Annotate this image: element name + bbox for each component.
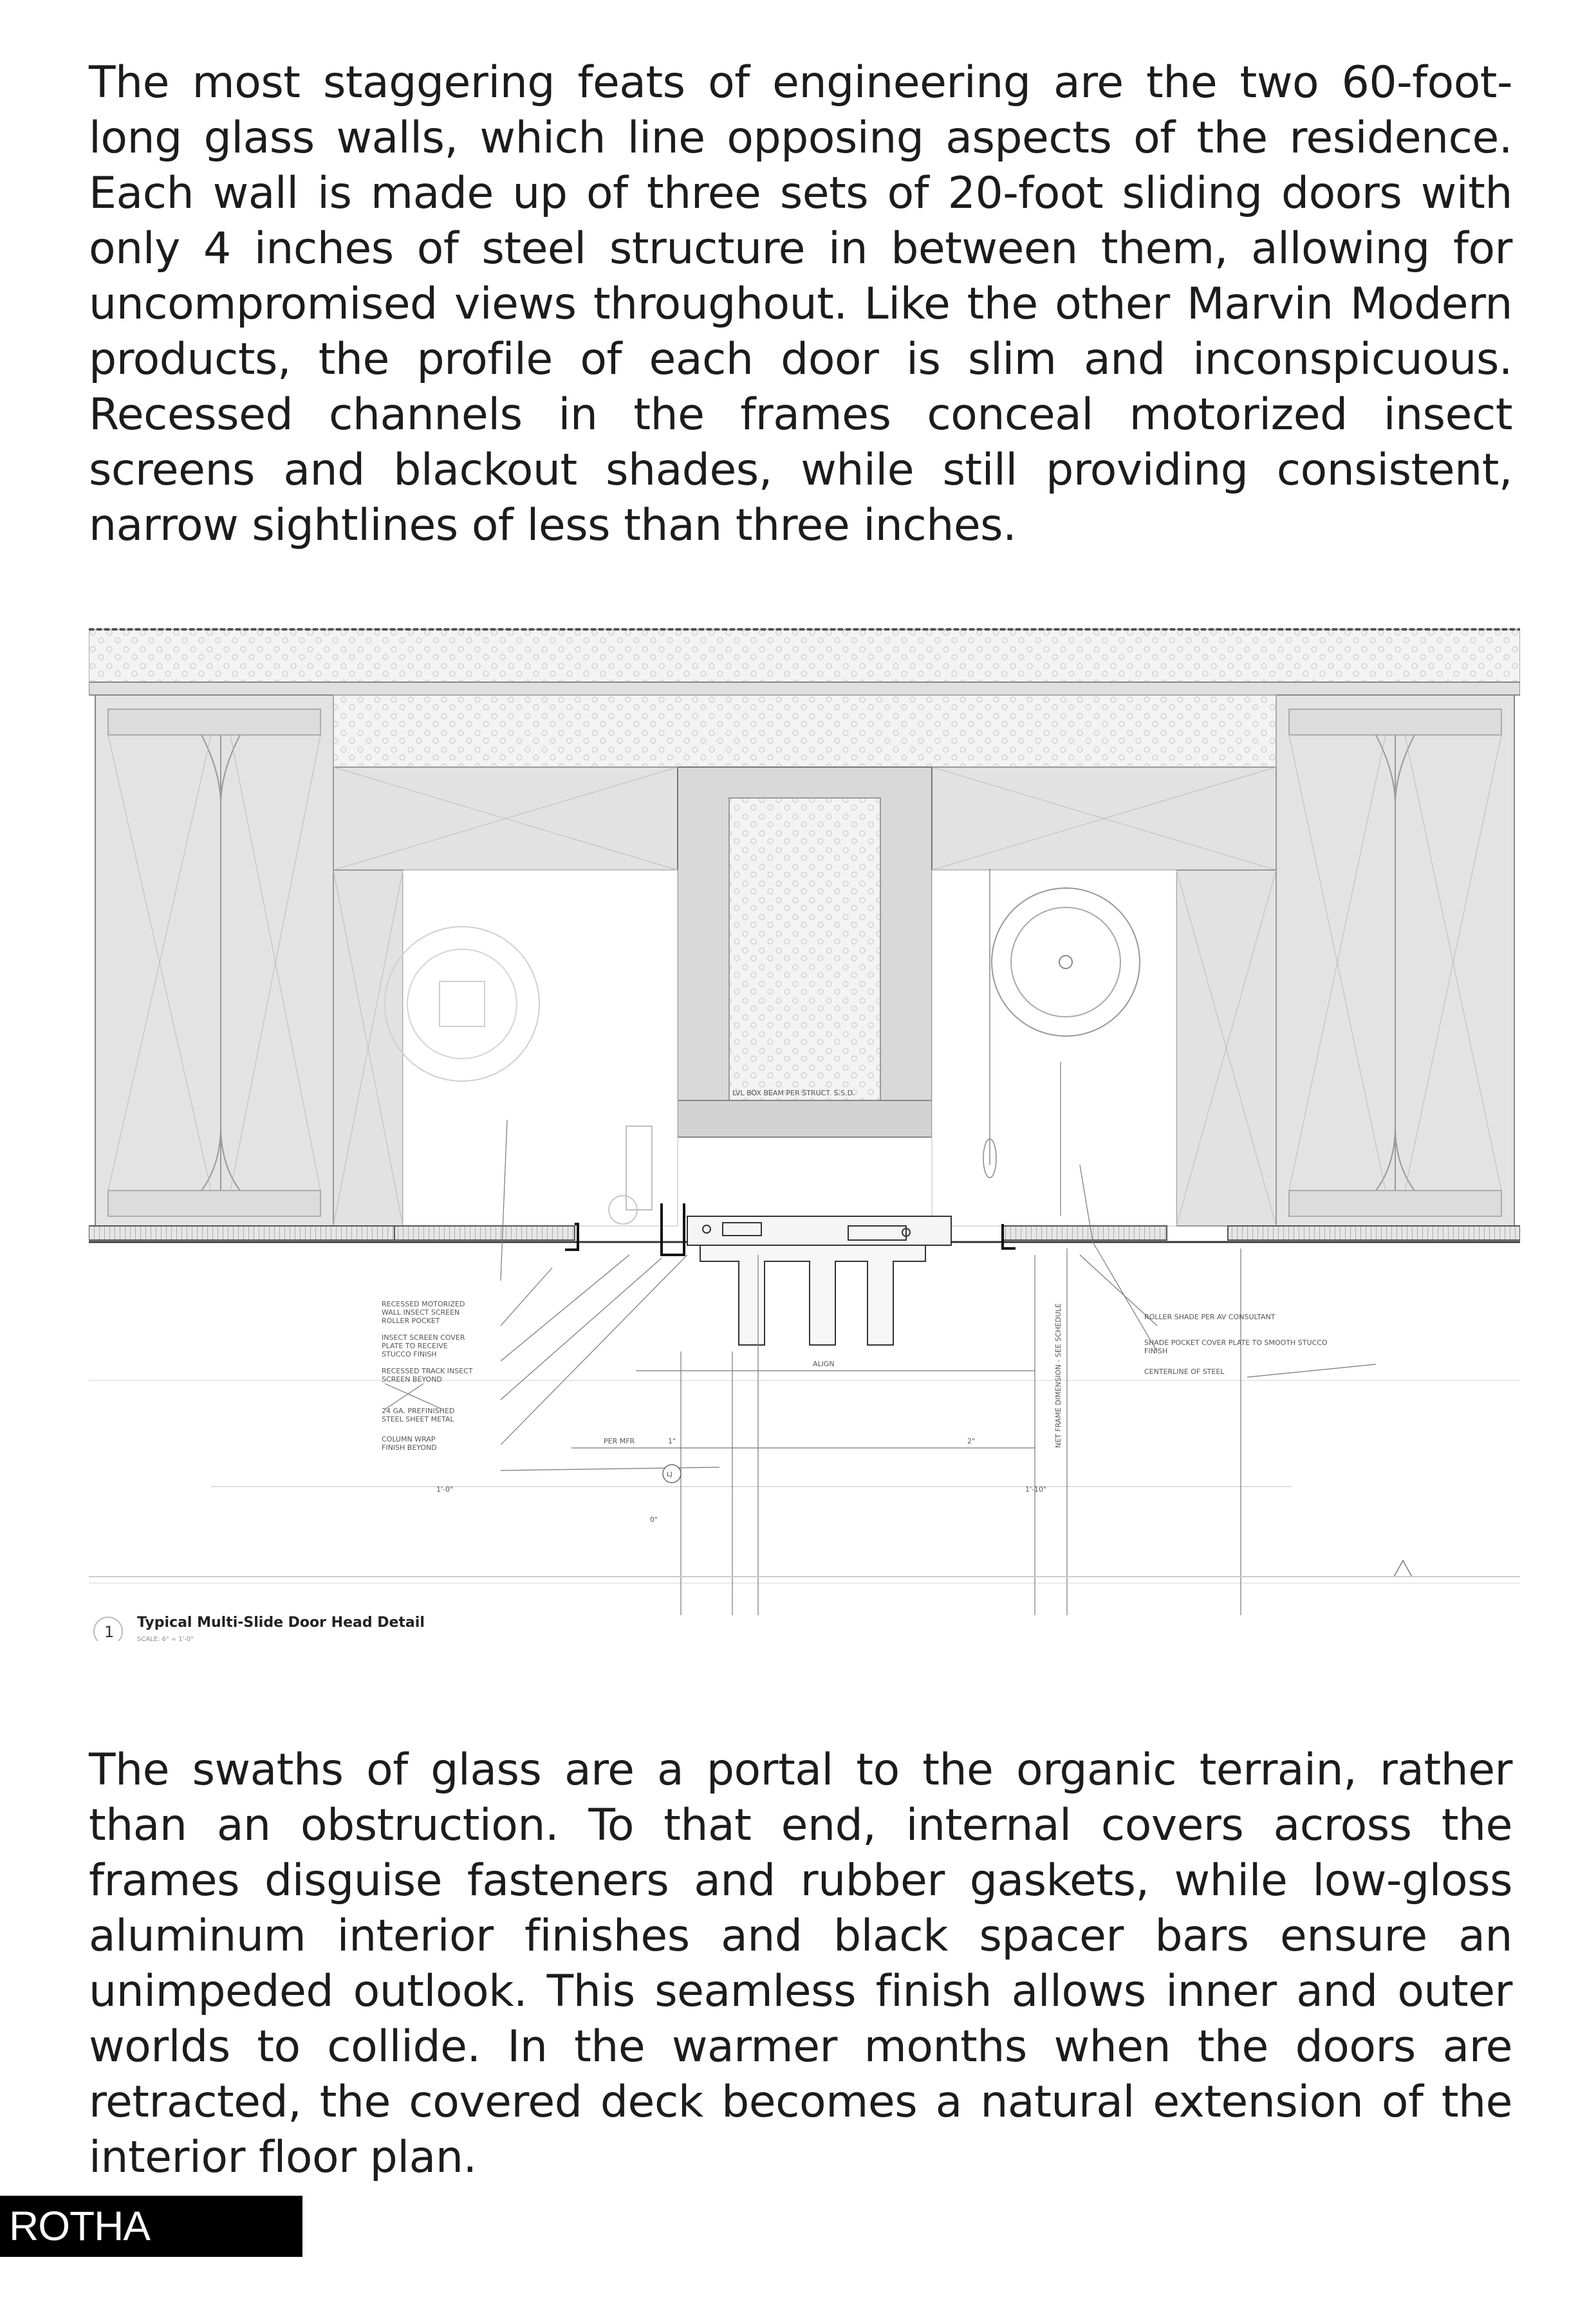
left-steel-column (95, 695, 333, 1226)
svg-text:RECESSED MOTORIZED: RECESSED MOTORIZED (382, 1300, 465, 1308)
svg-text:SHADE POCKET COVER PLATE TO SM: SHADE POCKET COVER PLATE TO SMOOTH STUCCO (1144, 1339, 1328, 1347)
svg-text:SCREEN BEYOND: SCREEN BEYOND (382, 1375, 442, 1384)
author-label: ROTHA OUDOM (0, 2196, 302, 2257)
drawing-title: Typical Multi-Slide Door Head Detail (137, 1615, 425, 1631)
dim-one-inch: 1" (668, 1437, 676, 1445)
svg-text:STUCCO FINISH: STUCCO FINISH (382, 1350, 437, 1358)
svg-text:CENTERLINE OF STEEL: CENTERLINE OF STEEL (1144, 1368, 1225, 1376)
paragraph-1: The most staggering feats of engineering are the two 60-foot-long glass walls, which line opposing aspects of the residence. Each wall is made up of three sets of 20-foot sliding doors with only 4 inches of steel structure in between them, allowing for uncompromised views throughout. Like the other Marvin Modern products, the profile of each door is slim and inconspicuous. Recessed channels in the frames conceal motorized insect screens and blackout shades, while still providing consistent, narrow sightlines of less than three inches. (89, 57, 1512, 551)
dim-left: 1'-0" (436, 1485, 454, 1494)
left-soffit-finish (89, 1226, 394, 1240)
dim-two-inch: 2" (967, 1437, 976, 1445)
svg-text:COLUMN WRAP: COLUMN WRAP (382, 1435, 436, 1443)
svg-text:INSECT SCREEN COVER: INSECT SCREEN COVER (382, 1333, 465, 1342)
door-head-detail-drawing (89, 611, 1520, 1641)
svg-text:WALL INSECT SCREEN: WALL INSECT SCREEN (382, 1308, 460, 1317)
dim-zero: 0" (650, 1516, 658, 1524)
svg-text:ROLLER POCKET: ROLLER POCKET (382, 1317, 440, 1325)
left-notes (382, 1300, 473, 1452)
head-plate (89, 682, 1520, 695)
svg-text:24 GA. PREFINISHED: 24 GA. PREFINISHED (382, 1407, 455, 1415)
right-notes (1144, 1313, 1328, 1376)
paragraph-2: The swaths of glass are a portal to the organic terrain, rather than an obstruction. To that end, internal covers across the frames disguise fasteners and rubber gaskets, while low-gloss aluminum interior finishes and black spacer bars ensure an unimpeded outlook. This seamless finish allows inner and outer worlds to collide. In the warmer months when the doors are retracted, the covered deck becomes a natural extension of the interior floor plan. (89, 1745, 1512, 2183)
drawing-scale: SCALE: 6" = 1'-0" (137, 1636, 194, 1641)
svg-text:FINISH BEYOND: FINISH BEYOND (382, 1443, 437, 1452)
detail-number: 1 (104, 1623, 115, 1641)
svg-text:ROLLER SHADE PER AV CONSULTANT: ROLLER SHADE PER AV CONSULTANT (1144, 1313, 1276, 1321)
svg-text:STEEL SHEET METAL: STEEL SHEET METAL (382, 1415, 454, 1423)
align-label: ALIGN (813, 1360, 835, 1368)
reference-badge: LJ (667, 1471, 673, 1478)
dim-right: 1'-10" (1025, 1485, 1047, 1494)
vertical-note: NET FRAME DIMENSION - SEE SCHEDULE (1054, 1303, 1062, 1448)
per-mfr-label: PER MFR (604, 1437, 635, 1445)
right-soffit-finish (1228, 1226, 1520, 1240)
warning-triangle-icon (1394, 1561, 1412, 1577)
door-head-profile (687, 1216, 951, 1345)
svg-text:FINISH: FINISH (1144, 1347, 1168, 1355)
beam-note: LVL BOX BEAM PER STRUCT. S.S.D. (732, 1089, 855, 1097)
svg-text:PLATE TO RECEIVE: PLATE TO RECEIVE (382, 1342, 448, 1350)
slab-insulation (89, 629, 1520, 682)
header-insulation (333, 695, 1276, 767)
svg-text:RECESSED TRACK INSECT: RECESSED TRACK INSECT (382, 1367, 473, 1375)
